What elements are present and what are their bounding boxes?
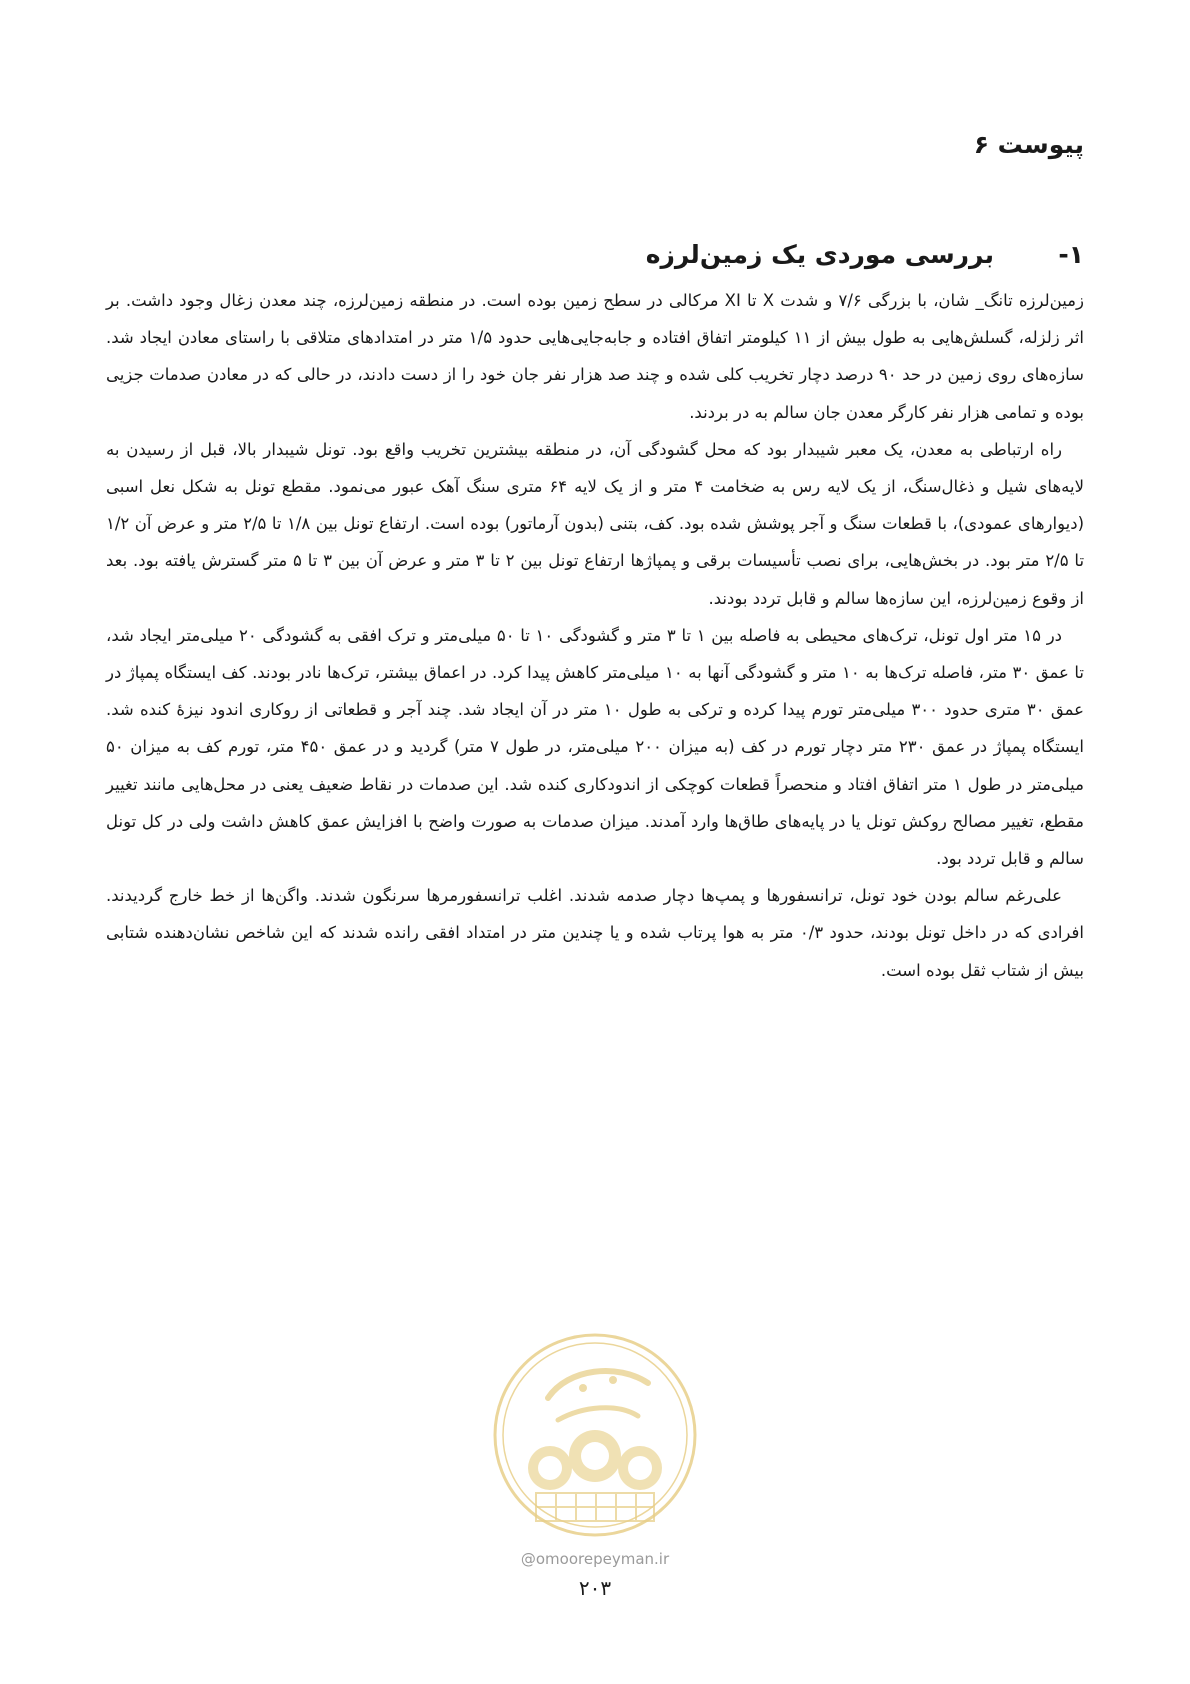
paragraph-1: زمین‌لرزه تانگ_ شان، با بزرگی ۷/۶ و شدت X تا XI مرکالی در سطح زمین بوده است. در منطقه زمین‌لرزه، چند معدن زغال وجود داشت. بر اثر زلزله، گسلش‌هایی به طول بیش از ۱۱ کیلومتر اتفاق افتاده و جابه‌جایی‌هایی حدود ۱/۵ متر در امتدادهای متلاقی با راستای معادن ایجاد شد. سازه‌های روی زمین در حد ۹۰ درصد دچار تخریب کلی شده و چند صد هزار نفر جان خود را از دست دادند، در حالی که در معادن صدمات جزیی بوده و تمامی هزار نفر کارگر معدن جان سالم به در بردند.: [106, 291, 1084, 422]
section-heading: [106, 240, 1084, 269]
paragraph-3: در ۱۵ متر اول تونل، ترک‌های محیطی به فاصله بین ۱ تا ۳ متر و گشودگی ۱۰ تا ۵۰ میلی‌متر و ترک افقی به گشودگی ۲۰ میلی‌متر ایجاد شد، تا عمق ۳۰ متر، فاصله ترک‌ها به ۱۰ متر و گشودگی آنها به ۱۰ میلی‌متر کاهش پیدا کرد. در اعماق بیشتر، ترک‌ها نادر بودند. کف ایستگاه پمپاژ در عمق ۳۰ متری حدود ۳۰۰ میلی‌متر تورم پیدا کرده و ترکی به طول ۱۰ متر در آن ایجاد شد. چند آجر و قطعاتی از روکاری اندود نیزهٔ کنده شد. ایستگاه پمپاژ در عمق ۲۳۰ متر دچار تورم در کف (به میزان ۲۰۰ میلی‌متر، در طول ۷ متر) گردید و در عمق ۴۵۰ متر، تورم کف به میزان ۵۰ میلی‌متر در طول ۱ متر اتفاق افتاد و منحصراً قطعات کوچکی از اندودکاری کنده شد. این صدمات در نقاط ضعیف یعنی در محل‌هایی مانند تغییر مقطع، تغییر مصالح روکش تونل یا در پایه‌های طاق‌ها وارد آمدند. میزان صدمات به صورت واضح با افزایش عمق کاهش داشت ولی در کل تونل سالم و قابل تردد بود.: [106, 625, 1084, 869]
appendix-title: پیوست ۶: [973, 130, 1084, 159]
page-number: ۲۰۳: [578, 1576, 612, 1600]
watermark-url: @omoorepeyman.ir: [520, 1550, 670, 1568]
paragraph-2: راه ارتباطی به معدن، یک معبر شیبدار بود که محل گشودگی آن، در منطقه بیشترین تخریب واقع بود. تونل شیبدار بالا، قبل از رسیدن به لایه‌های شیل و ذغال‌سنگ، از یک لایه رس به ضخامت ۴ متر و از یک لایه ۶۴ متری سنگ آهک عبور می‌نمود. مقطع تونل به شکل نعل اسبی (دیوارهای عمودی)، با قطعات سنگ و آجر پوشش شده بود. کف، بتنی (بدون آرماتور) بوده است. ارتفاع تونل بین ۱/۸ تا ۲/۵ متر و عرض آن ۱/۲ تا ۲/۵ متر بود. در بخش‌هایی، برای نصب تأسیسات برقی و پمپاژها ارتفاع تونل بین ۲ تا ۳ متر و عرض آن بین ۳ تا ۵ متر گسترش یافته بود. بعد از وقوع زمین‌لرزه، این سازه‌ها سالم و قابل تردد بودند.: [106, 439, 1085, 608]
section-number: ۱-: [1058, 240, 1084, 269]
body-text: [106, 282, 1084, 989]
section-title: بررسی موردی یک زمین‌لرزه: [645, 240, 994, 269]
paragraph-4: علی‌رغم سالم بودن خود تونل، ترانسفورها و پمپ‌ها دچار صدمه شدند. اغلب ترانسفورمرها سرنگون شدند. واگن‌ها از خط خارج گردیدند. افرادی که در داخل تونل بودند، حدود ۰/۳ متر به هوا پرتاب شده و یا چندین متر در امتداد افقی رانده شدند که این شاخص نشان‌دهنده شتابی بیش از شتاب ثقل بوده است.: [106, 886, 1084, 980]
watermark-logo: [488, 1328, 703, 1543]
